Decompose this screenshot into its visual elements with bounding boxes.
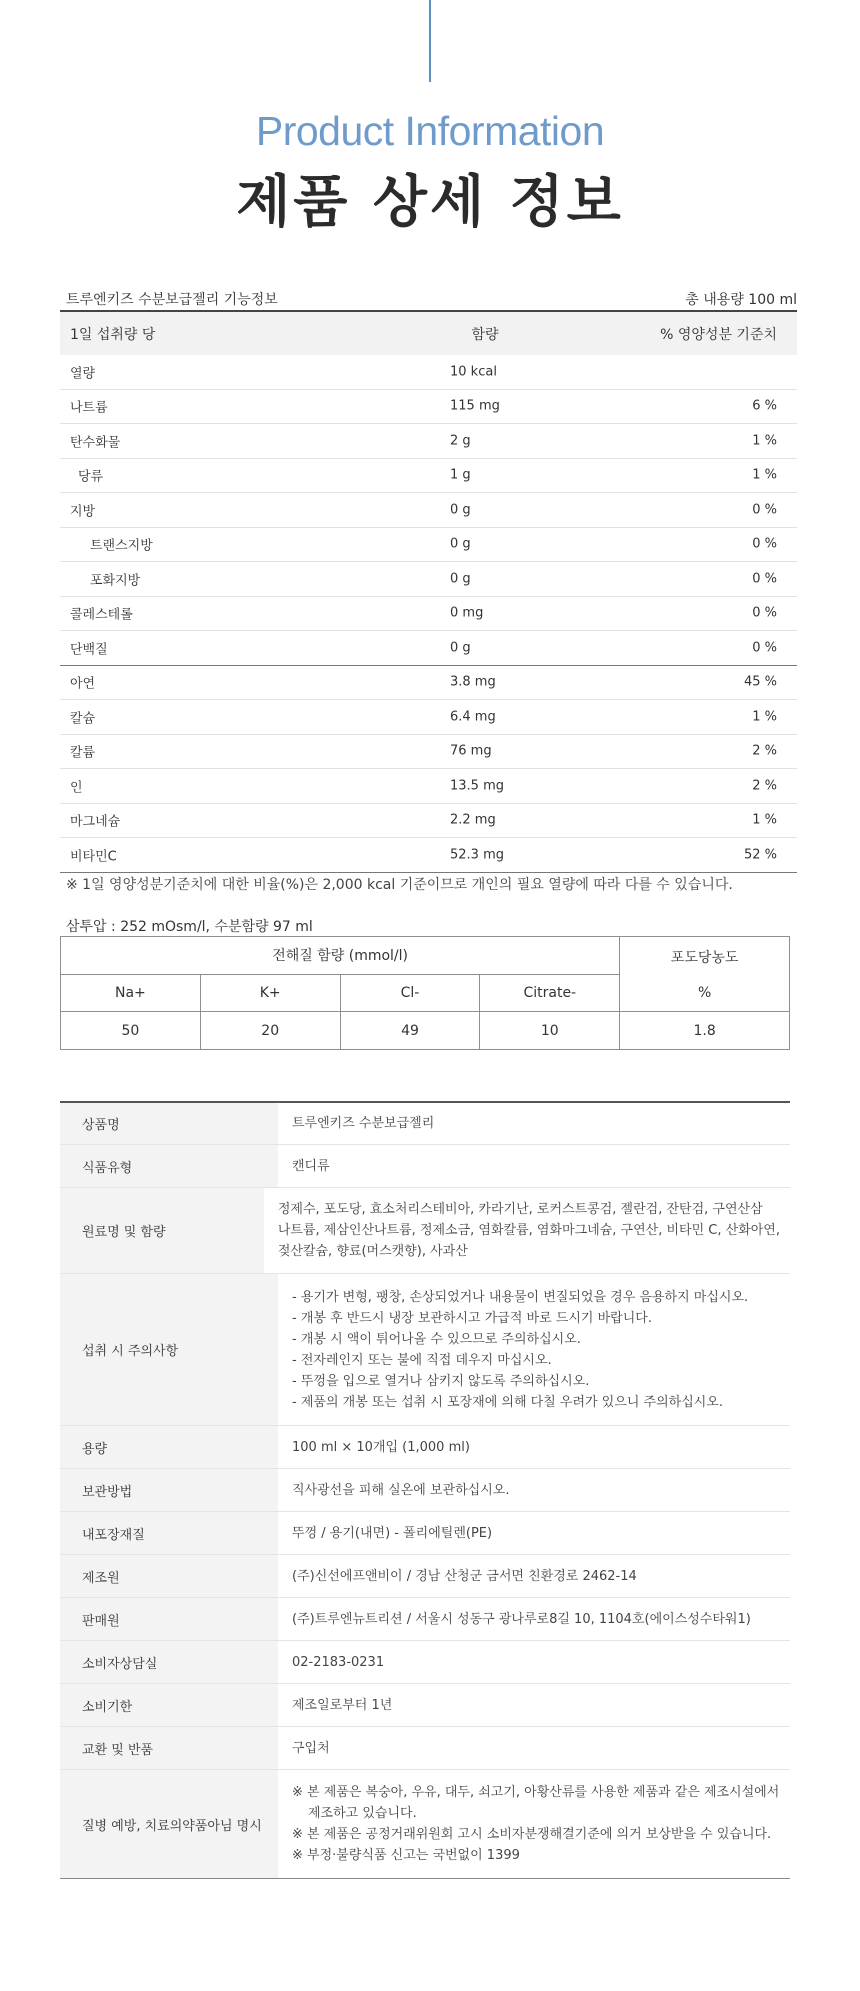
column-header-serving: 1일 섭취량 당 <box>70 326 156 343</box>
nutrient-pct: 45 % <box>743 674 777 690</box>
nutrient-name: 나트륨 <box>70 400 108 416</box>
glucose-unit: % <box>697 985 712 1001</box>
top-divider-line <box>429 0 431 82</box>
nutrient-pct: 1 % <box>752 467 777 483</box>
nutrient-amount: 0 g <box>450 640 471 656</box>
info-row-capacity <box>60 1426 790 1469</box>
column-header-amount: 함량 <box>471 326 499 343</box>
nutrient-pct: 0 % <box>752 605 777 621</box>
electrolyte-header-na: Na+ <box>61 974 201 1012</box>
table-row <box>60 700 797 735</box>
info-value <box>264 1188 790 1273</box>
info-value <box>278 1103 790 1144</box>
info-value-line: ※ 본 제품은 복숭아, 우유, 대두, 쇠고기, 아황산류를 사용한 제품과 같은 제조시설에서 <box>292 1785 780 1800</box>
info-value-line: (주)신선에프앤비이 / 경남 산청군 금서면 친환경로 2462-14 <box>292 1568 637 1584</box>
nutrient-amount: 13.5 mg <box>450 778 504 794</box>
info-key: 판매원 <box>60 1598 278 1640</box>
electrolyte-header-cl: Cl- <box>340 974 480 1012</box>
table-row <box>60 424 797 459</box>
table-row <box>60 838 797 873</box>
column-header-daily-value: % 영양성분 기준치 <box>660 326 777 343</box>
nutrient-name: 마그네슘 <box>70 814 121 830</box>
info-key: 원료명 및 함량 <box>60 1188 264 1273</box>
nutrition-header <box>66 286 797 310</box>
info-value-line: 제조하고 있습니다. <box>308 1806 417 1821</box>
nutrient-name: 당류 <box>78 469 104 485</box>
info-value <box>278 1512 790 1554</box>
info-key: 교환 및 반품 <box>60 1727 278 1769</box>
glucose-label: 포도당농도 <box>670 950 739 966</box>
info-value-line: 정제수, 포도당, 효소처리스테비아, 카라기난, 로커스트콩검, 젤란검, 잔탄검, 구연산삼 <box>277 1202 763 1217</box>
nutrient-name: 콜레스테롤 <box>70 607 133 623</box>
nutrient-pct: 2 % <box>752 778 777 794</box>
nutrient-amount: 10 kcal <box>450 364 497 380</box>
product-info-table <box>60 1101 790 1879</box>
info-row-disclaimer <box>60 1770 790 1878</box>
info-value-line: - 전자레인지 또는 불에 직접 데우지 마십시오. <box>292 1352 552 1368</box>
info-value <box>278 1598 790 1640</box>
info-key: 섭취 시 주의사항 <box>60 1274 278 1425</box>
table-row <box>60 562 797 597</box>
nutrient-pct: 1 % <box>752 812 777 828</box>
info-row-ingredients <box>60 1188 790 1274</box>
info-value-line: 직사광선을 피해 실온에 보관하십시오. <box>292 1482 510 1498</box>
info-value <box>278 1684 790 1726</box>
info-row-storage <box>60 1469 790 1512</box>
nutrient-name: 칼륨 <box>70 745 96 761</box>
info-value <box>278 1727 790 1769</box>
table-row <box>60 666 797 701</box>
info-row-customer-service <box>60 1641 790 1684</box>
electrolyte-value-na: 50 <box>61 1012 201 1050</box>
info-value-line: 100 ml × 10개입 (1,000 ml) <box>292 1439 470 1455</box>
info-value-line: 나트륨, 제삼인산나트륨, 정제소금, 염화칼륨, 염화마그네슘, 구연산, 비타민 C, 산화아연, <box>277 1223 780 1238</box>
info-value-line: 젖산칼슘, 향료(머스캣향), 사과산 <box>277 1244 468 1259</box>
nutrient-amount: 2.2 mg <box>450 812 496 828</box>
nutrient-pct: 1 % <box>752 433 777 449</box>
info-value-line: - 개봉 후 반드시 냉장 보관하시고 가급적 바로 드시기 바랍니다. <box>292 1310 652 1326</box>
nutrient-name: 단백질 <box>70 642 108 658</box>
electrolyte-group-header: 전해질 함량 (mmol/l) <box>61 937 620 975</box>
electrolyte-value-cl: 49 <box>340 1012 480 1050</box>
info-value-line: 02-2183-0231 <box>292 1654 385 1670</box>
info-value-line: (주)트루엔뉴트리션 / 서울시 성동구 광나루로8길 10, 1104호(에이스성수타워1) <box>292 1611 751 1627</box>
nutrient-name: 아연 <box>70 676 96 692</box>
nutrient-amount: 0 mg <box>450 605 484 621</box>
nutrient-name: 트랜스지방 <box>90 538 153 554</box>
nutrient-pct: 1 % <box>752 709 777 725</box>
electrolyte-value-citrate: 10 <box>480 1012 620 1050</box>
nutrient-pct: 0 % <box>752 640 777 656</box>
nutrient-pct: 0 % <box>752 502 777 518</box>
info-value-line: ※ 부정·불량식품 신고는 국번없이 1399 <box>292 1848 520 1863</box>
nutrition-footnote: ※ 1일 영양성분기준치에 대한 비율(%)은 2,000 kcal 기준이므로 개인의 필요 열량에 따라 다를 수 있습니다. <box>66 877 733 893</box>
nutrition-total-label: 총 내용량 100 ml <box>685 292 797 308</box>
nutrient-amount: 0 g <box>450 571 471 587</box>
nutrient-amount: 115 mg <box>450 398 500 414</box>
info-value-line: 캔디류 <box>292 1158 330 1174</box>
info-key: 제조원 <box>60 1555 278 1597</box>
info-row-returns <box>60 1727 790 1770</box>
info-key: 내포장재질 <box>60 1512 278 1554</box>
table-row <box>60 493 797 528</box>
info-key: 소비자상담실 <box>60 1641 278 1683</box>
subtitle-english: Product Information <box>255 108 605 154</box>
electrolyte-value-k: 20 <box>200 1012 340 1050</box>
page-title: 제품 상세 정보 <box>236 170 624 235</box>
info-key: 식품유형 <box>60 1145 278 1187</box>
info-value-line: 트루엔키즈 수분보급젤리 <box>292 1116 435 1131</box>
nutrient-amount: 76 mg <box>450 743 492 759</box>
info-row-manufacturer <box>60 1555 790 1598</box>
nutrient-name: 인 <box>70 780 83 796</box>
info-row-expiry <box>60 1684 790 1727</box>
glucose-header <box>620 937 790 1012</box>
nutrition-product-label: 트루엔키즈 수분보급젤리 기능정보 <box>66 292 278 308</box>
nutrition-table <box>60 310 797 873</box>
info-key: 용량 <box>60 1426 278 1468</box>
table-row <box>60 459 797 494</box>
electrolyte-table <box>60 936 790 1050</box>
info-value <box>278 1555 790 1597</box>
info-value-line: 구입처 <box>292 1740 330 1756</box>
table-row <box>60 769 797 804</box>
table-row <box>60 597 797 632</box>
nutrient-amount: 0 g <box>450 502 471 518</box>
info-row-food-type <box>60 1145 790 1188</box>
info-value-line: - 뚜껑을 입으로 열거나 삼키지 않도록 주의하십시오. <box>292 1373 590 1389</box>
electrolyte-header-citrate: Citrate- <box>480 974 620 1012</box>
nutrient-name: 열량 <box>70 366 96 382</box>
info-value-line: 제조일로부터 1년 <box>292 1697 393 1713</box>
info-value-line: - 용기가 변형, 팽창, 손상되었거나 내용물이 변질되었을 경우 음용하지 마십시오. <box>292 1289 749 1305</box>
nutrient-name: 포화지방 <box>90 573 141 589</box>
info-value <box>278 1274 790 1425</box>
electrolyte-header-k: K+ <box>200 974 340 1012</box>
info-row-packaging <box>60 1512 790 1555</box>
nutrient-pct: 2 % <box>752 743 777 759</box>
nutrient-pct: 0 % <box>752 571 777 587</box>
nutrient-amount: 52.3 mg <box>450 847 504 863</box>
nutrient-name: 칼슘 <box>70 711 96 727</box>
table-row <box>60 804 797 839</box>
info-value <box>278 1641 790 1683</box>
nutrient-name: 지방 <box>70 504 96 520</box>
info-value <box>278 1469 790 1511</box>
info-key: 보관방법 <box>60 1469 278 1511</box>
info-key: 소비기한 <box>60 1684 278 1726</box>
info-row-product-name <box>60 1103 790 1145</box>
nutrient-pct: 52 % <box>743 847 777 863</box>
glucose-value: 1.8 <box>620 1012 790 1050</box>
info-value-line: 뚜껑 / 용기(내면) - 폴리에틸렌(PE) <box>292 1525 493 1541</box>
table-row <box>60 390 797 425</box>
nutrient-name: 비타민C <box>70 849 117 865</box>
table-row <box>60 528 797 563</box>
nutrient-name: 탄수화물 <box>70 435 121 451</box>
info-value <box>278 1426 790 1468</box>
info-key: 질병 예방, 치료의약품아님 명시 <box>60 1770 278 1878</box>
info-value <box>278 1770 790 1878</box>
info-row-seller <box>60 1598 790 1641</box>
nutrient-amount: 6.4 mg <box>450 709 496 725</box>
table-row <box>60 355 797 390</box>
nutrient-amount: 1 g <box>450 467 471 483</box>
info-value-line: ※ 본 제품은 공정거래위원회 고시 소비자분쟁해결기준에 의거 보상받을 수 있습니다. <box>292 1827 772 1842</box>
info-row-cautions <box>60 1274 790 1426</box>
info-value-line: - 개봉 시 액이 튀어나올 수 있으므로 주의하십시오. <box>292 1331 581 1347</box>
info-key: 상품명 <box>60 1103 278 1144</box>
nutrition-table-header <box>60 312 797 355</box>
nutrient-amount: 3.8 mg <box>450 674 496 690</box>
nutrient-amount: 0 g <box>450 536 471 552</box>
osmolality-text: 삼투압 : 252 mOsm/l, 수분함량 97 ml <box>66 919 313 935</box>
nutrient-pct: 6 % <box>752 398 777 414</box>
nutrient-pct: 0 % <box>752 536 777 552</box>
nutrient-amount: 2 g <box>450 433 471 449</box>
info-value-line: - 제품의 개봉 또는 섭취 시 포장재에 의해 다칠 우려가 있으니 주의하십시오. <box>292 1394 724 1410</box>
table-row <box>60 735 797 770</box>
table-row <box>60 631 797 666</box>
info-value <box>278 1145 790 1187</box>
